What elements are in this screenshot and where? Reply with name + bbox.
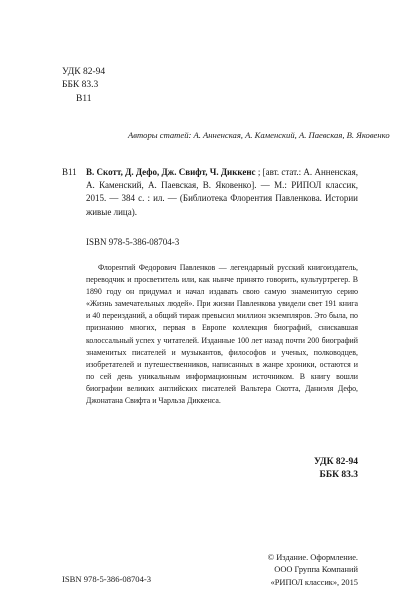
entry-author-mark: В11 — [62, 167, 77, 177]
isbn: ISBN 978-5-386-08704-3 — [86, 237, 180, 247]
entry-title: В. Скотт, Д. Дефо, Дж. Свифт, Ч. Диккенс — [86, 167, 256, 177]
copyright-line-1: © Издание. Оформление. — [267, 553, 358, 562]
copyright-notice — [248, 552, 358, 589]
author-mark: В11 — [76, 93, 92, 104]
bbk-code: ББК 83.3 — [62, 80, 99, 91]
bottom-bbk-code: ББК 83.3 — [319, 470, 358, 481]
copyright-line-3: «РИПОЛ классик», 2015 — [270, 577, 358, 587]
article-authors: Авторы статей: А. Анненская, А. Каменский, А. Паевская, В. Яковенко — [128, 130, 390, 140]
bottom-classification-codes — [304, 456, 358, 482]
bottom-isbn: ISBN 978-5-386-08704-3 — [62, 574, 152, 584]
bibliographic-entry — [86, 166, 358, 219]
udk-code: УДК 82-94 — [62, 67, 106, 77]
classification-codes — [62, 66, 105, 106]
entry-description: ; [авт. стат.: А. Анненская, А. Каменский, А. Паевская, В. Яковенко]. — М.: РИПОЛ классик, 2015. — 384 с. : ил. — (Библиотека Флорентия Павленкова. Истории живые лица). — [86, 167, 359, 217]
copyright-line-2: ООО Группа Компаний — [274, 565, 358, 575]
bottom-udk-code: УДК 82-94 — [314, 457, 358, 467]
annotation: Флорентий Федорович Павленков — легендарный русский книгоиздатель, переводчик и просветитель или, как нынче принято говорить, культуртрегер. В 1890 году он придумал и начал издавать свою самую знаменитую серию «Жизнь замечательных людей». При жизни Павленкова увидели свет 191 книга и 40 переизданий, а общий тираж превысил миллион экземпляров. Это была, по признанию многих, первая в Европе коллекция биографий, снискавшая колоссальный успех у читателей. Изданные 100 лет назад почти 200 биографий знаменитых писателей и музыкантов, философов и ученых, полководцев, изобретателей и путешественников, написанных в жанре хроники, остаются и по сей день уникальным информационным источником. В книгу вошли биографии великих английских писателей Вальтера Скотта, Даниэля Дефо, Джонатана Свифта и Чарльза Диккенса. — [86, 263, 358, 406]
